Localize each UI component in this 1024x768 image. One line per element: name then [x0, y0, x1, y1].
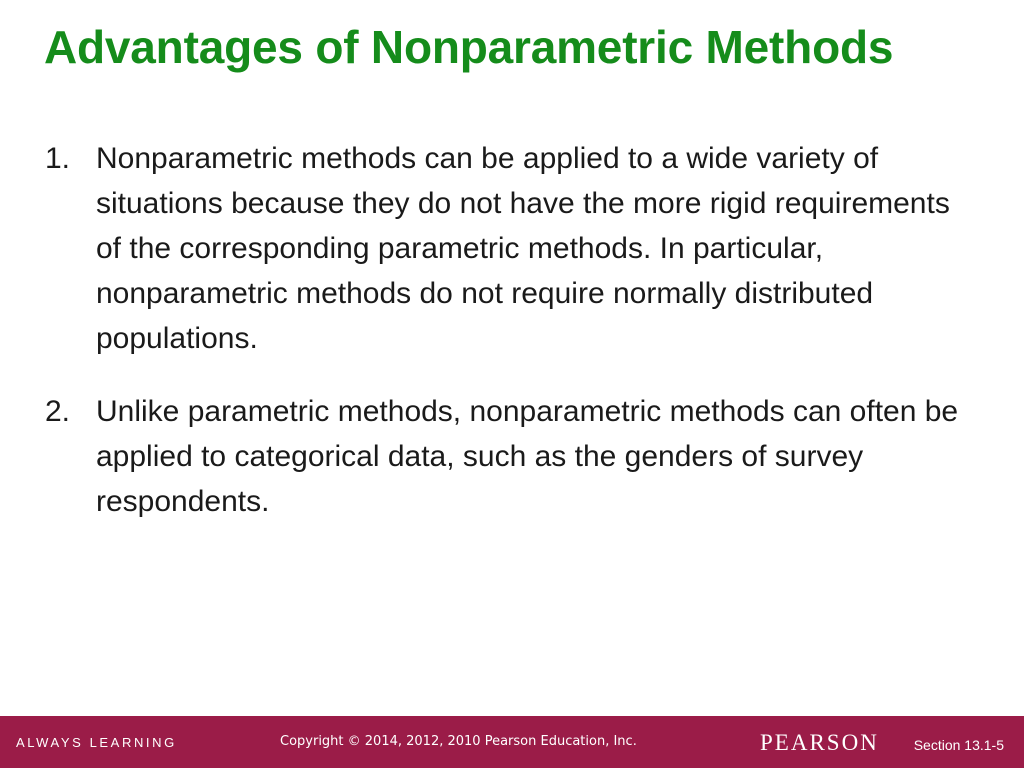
section-label: Section 13.1-5	[913, 737, 1004, 753]
numbered-list	[0, 136, 1024, 524]
list-item-number: 2.	[45, 395, 71, 428]
pearson-logo: PEARSON	[760, 730, 879, 755]
list-item	[0, 136, 1024, 361]
list-item-text: Nonparametric methods can be applied to a wide variety of situations because they do not have the more rigid requirements of the corresponding parametric methods. In particular, nonparametric methods do not require normally distributed populations.	[96, 142, 950, 355]
list-item	[0, 389, 1024, 524]
footer-copyright: Copyright © 2014, 2012, 2010 Pearson Education, Inc.	[280, 734, 637, 749]
slide-title: Advantages of Nonparametric Methods	[44, 21, 894, 73]
list-item-text: Unlike parametric methods, nonparametric methods can often be applied to categorical data, such as the genders of survey respondents.	[96, 395, 959, 518]
list-item-number: 1.	[45, 142, 71, 175]
footer-bar	[0, 716, 1024, 768]
footer-tagline: ALWAYS LEARNING	[16, 735, 177, 750]
